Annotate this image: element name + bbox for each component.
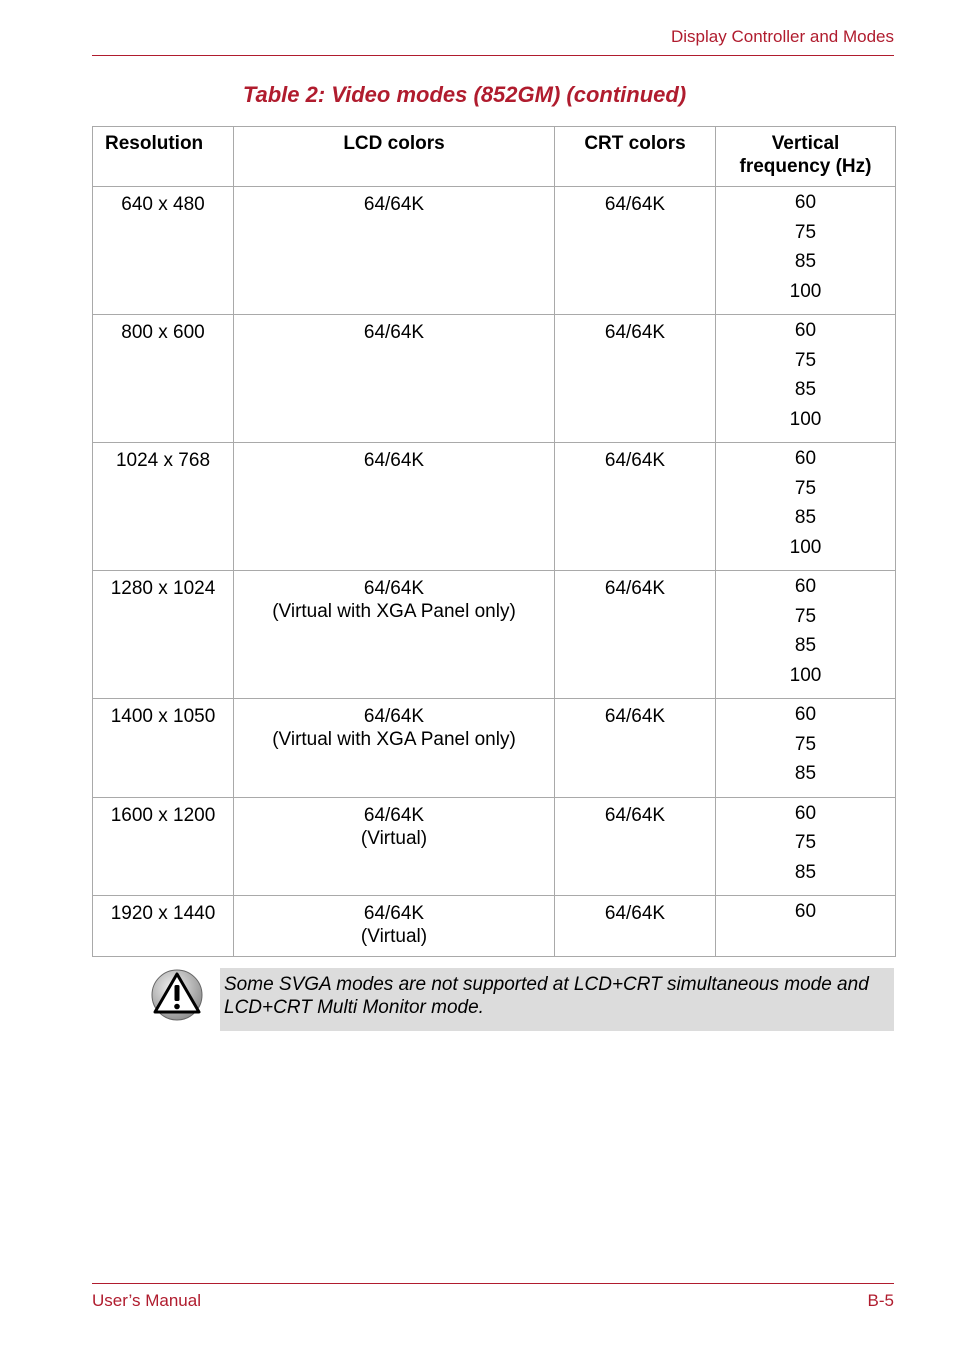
cell-resolution: 1400 x 1050 <box>93 699 234 798</box>
lcd-colors-line: 64/64K <box>363 903 425 924</box>
frequency-value: 75 <box>794 605 817 627</box>
cell-resolution: 1280 x 1024 <box>93 571 234 699</box>
cell-lcd-colors <box>234 315 555 443</box>
cell-crt-colors: 64/64K <box>555 699 716 798</box>
cell-crt-colors: 64/64K <box>555 571 716 699</box>
frequency-value: 100 <box>789 408 822 430</box>
cell-crt-colors: 64/64K <box>555 896 716 957</box>
cell-lcd-colors <box>234 896 555 957</box>
column-header-vertical-line1: Vertical <box>771 133 840 154</box>
lcd-colors-line: (Virtual with XGA Panel only) <box>272 729 516 750</box>
frequency-value: 85 <box>794 861 817 883</box>
cell-resolution: 1920 x 1440 <box>93 896 234 957</box>
frequency-value: 75 <box>794 832 817 853</box>
cell-lcd-colors <box>234 699 555 798</box>
table-row <box>93 896 896 957</box>
frequency-value: 100 <box>789 280 822 302</box>
cell-resolution: 1600 x 1200 <box>93 797 234 896</box>
frequency-value: 100 <box>789 536 822 558</box>
lcd-colors-line: 64/64K <box>363 804 425 826</box>
table-row <box>93 699 896 798</box>
lcd-colors-line: 64/64K <box>363 706 425 727</box>
lcd-colors-line: 64/64K <box>363 578 425 599</box>
video-modes-table <box>92 126 896 957</box>
lcd-colors-line: 64/64K <box>363 450 425 471</box>
lcd-colors-line: (Virtual with XGA Panel only) <box>272 601 516 622</box>
header-rule <box>92 55 894 56</box>
frequency-value: 60 <box>794 802 817 824</box>
frequency-value: 60 <box>794 901 817 922</box>
table-row <box>93 443 896 571</box>
frequency-value: 60 <box>794 704 817 725</box>
cell-resolution: 1024 x 768 <box>93 443 234 571</box>
running-header: Display Controller and Modes <box>671 27 894 46</box>
column-header-crt-colors: CRT colors <box>555 127 716 187</box>
frequency-value: 75 <box>794 733 817 755</box>
frequency-value: 75 <box>794 349 817 371</box>
cell-vertical-frequency <box>716 187 896 315</box>
frequency-value: 100 <box>789 664 822 686</box>
cell-resolution: 800 x 600 <box>93 315 234 443</box>
cell-lcd-colors <box>234 187 555 315</box>
lcd-colors-line: 64/64K <box>363 194 425 215</box>
frequency-value: 60 <box>794 192 817 213</box>
cell-lcd-colors <box>234 571 555 699</box>
table-row <box>93 187 896 315</box>
table-row <box>93 571 896 699</box>
cell-vertical-frequency <box>716 443 896 571</box>
frequency-value: 60 <box>794 576 817 597</box>
footer-rule <box>92 1283 894 1284</box>
cell-lcd-colors <box>234 797 555 896</box>
lcd-colors-line: (Virtual) <box>360 926 428 947</box>
cell-vertical-frequency <box>716 315 896 443</box>
frequency-value: 60 <box>794 320 817 341</box>
table-header-row <box>93 127 896 187</box>
note-text: Some SVGA modes are not supported at LCD+CRT simultaneous mode and LCD+CRT Multi Monitor mode. <box>224 974 869 1018</box>
footer-manual-title: User’s Manual <box>92 1291 201 1310</box>
cell-vertical-frequency <box>716 896 896 957</box>
column-header-lcd-colors: LCD colors <box>234 127 555 187</box>
column-header-vertical-line2: frequency (Hz) <box>739 156 872 177</box>
warning-icon <box>150 968 204 1022</box>
cell-crt-colors: 64/64K <box>555 797 716 896</box>
frequency-value: 85 <box>794 251 817 272</box>
cell-crt-colors: 64/64K <box>555 187 716 315</box>
cell-crt-colors: 64/64K <box>555 443 716 571</box>
column-header-vertical-frequency <box>716 127 896 187</box>
cell-resolution: 640 x 480 <box>93 187 234 315</box>
cell-vertical-frequency <box>716 797 896 896</box>
table-body <box>93 187 896 957</box>
frequency-value: 60 <box>794 448 817 469</box>
frequency-value: 85 <box>794 635 817 656</box>
frequency-value: 85 <box>794 379 817 400</box>
cell-crt-colors: 64/64K <box>555 315 716 443</box>
note-box <box>220 968 894 1031</box>
cell-vertical-frequency <box>716 699 896 798</box>
page-number: B-5 <box>867 1291 894 1310</box>
column-header-resolution: Resolution <box>93 127 234 187</box>
lcd-colors-line: (Virtual) <box>360 827 428 849</box>
table-caption: Table 2: Video modes (852GM) (continued) <box>242 82 687 107</box>
table-row <box>93 315 896 443</box>
cell-vertical-frequency <box>716 571 896 699</box>
cell-lcd-colors <box>234 443 555 571</box>
frequency-value: 85 <box>794 507 817 528</box>
table-row <box>93 797 896 896</box>
frequency-value: 75 <box>794 221 817 243</box>
frequency-value: 75 <box>794 477 817 499</box>
lcd-colors-line: 64/64K <box>363 322 425 343</box>
frequency-value: 85 <box>794 763 817 784</box>
